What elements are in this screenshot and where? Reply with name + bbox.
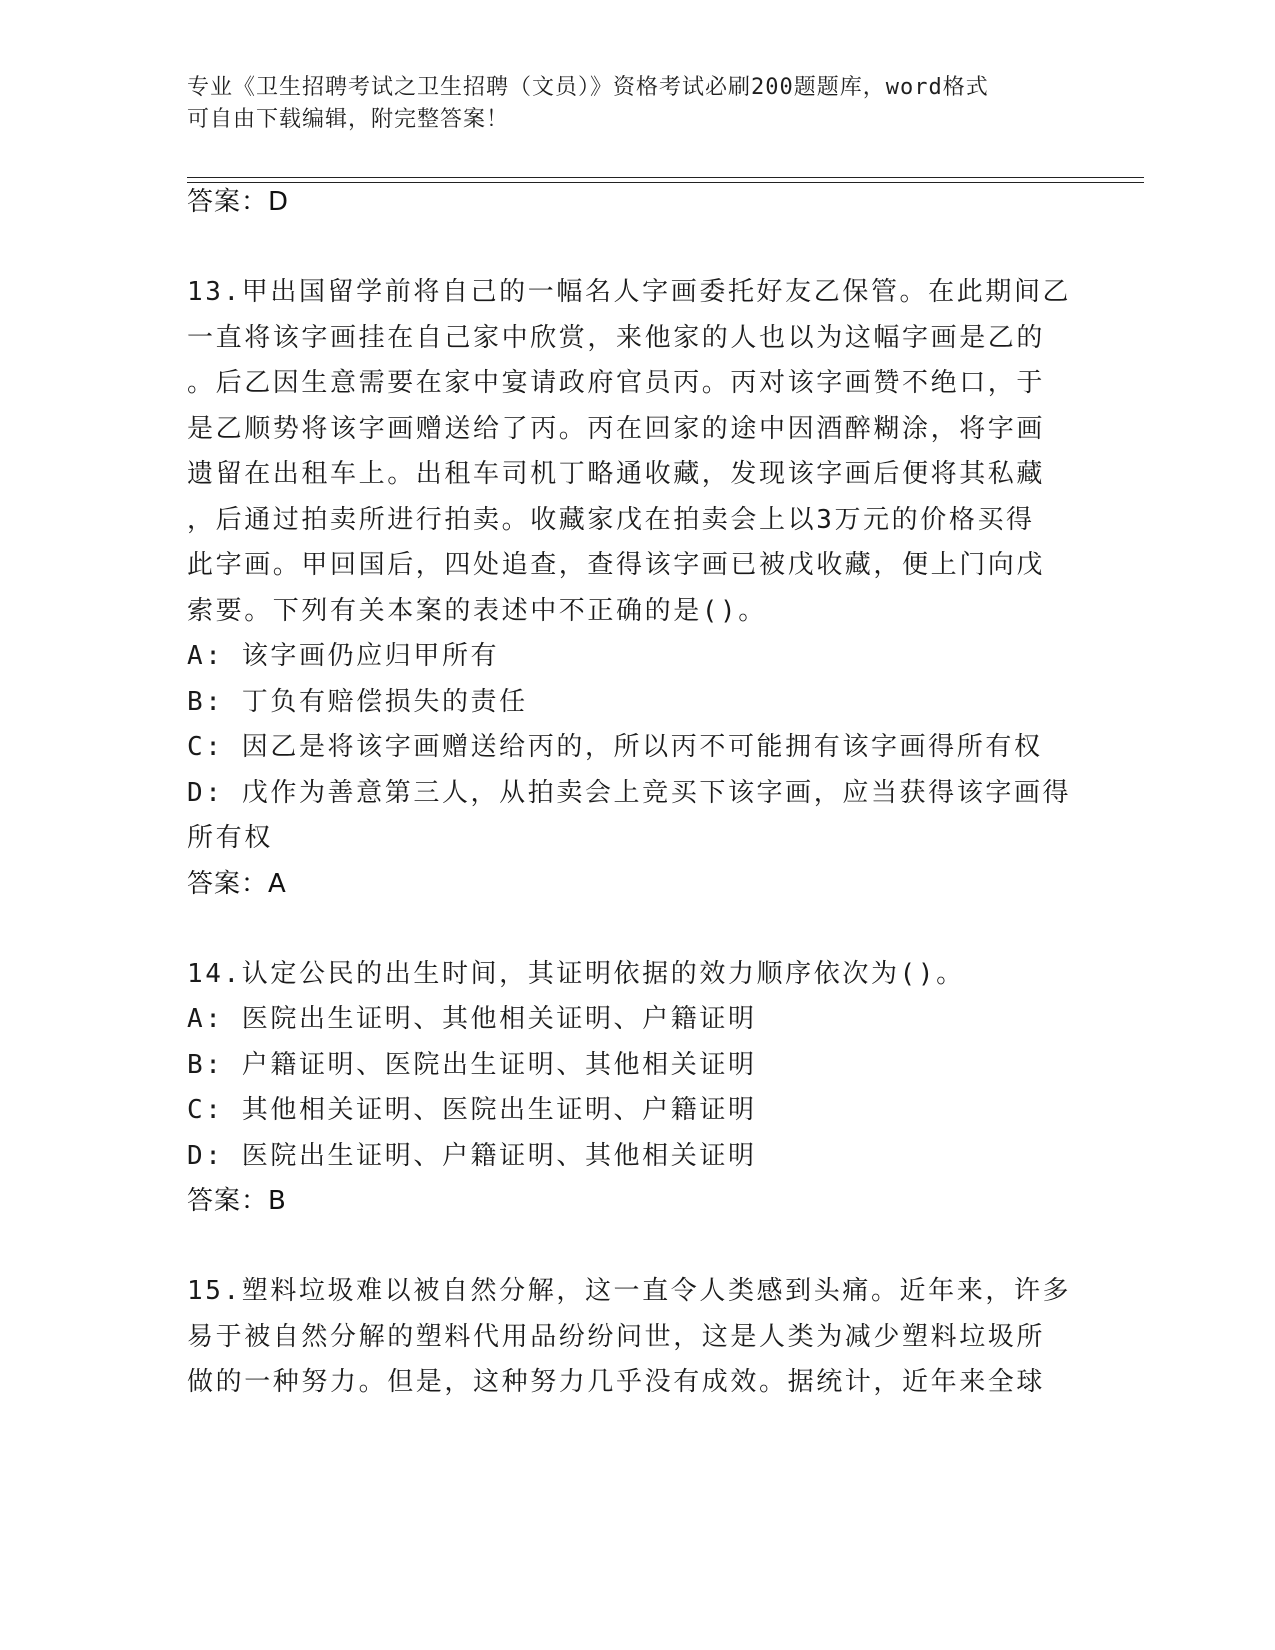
option-b: B: 户籍证明、医院出生证明、其他相关证明 (187, 1049, 757, 1080)
question-stem-line: 14.认定公民的出生时间，其证明依据的效力顺序依次为()。 (187, 958, 965, 989)
document-header (187, 72, 1087, 136)
spacer (187, 907, 1067, 952)
question-stem-line: 遗留在出租车上。出租车司机丁略通收藏，发现该字画后便将其私藏 (187, 459, 1046, 489)
question-stem-line: ，后通过拍卖所进行拍卖。收藏家戊在拍卖会上以3万元的价格买得 (187, 504, 1035, 535)
question-stem-line: 13.甲出国留学前将自己的一幅名人字画委托好友乙保管。在此期间乙 (187, 277, 1072, 307)
option-d-continued: 所有权 (187, 823, 273, 853)
question-stem-line: 是乙顺势将该字画赠送给了丙。丙在回家的途中因酒醉糊涂，将字画 (187, 413, 1046, 444)
question-stem-line: 易于被自然分解的塑料代用品纷纷问世，这是人类为减少塑料垃圾所 (187, 1321, 1046, 1352)
document-body (187, 180, 1072, 1406)
answer-14: 答案：B (187, 1186, 287, 1216)
option-c: C: 其他相关证明、医院出生证明、户籍证明 (187, 1095, 757, 1125)
question-stem-line: 此字画。甲回国后，四处追查，查得该字画已被戊收藏，便上门向戊 (187, 550, 1046, 580)
question-stem-line: 一直将该字画挂在自己家中欣赏，来他家的人也以为这幅字画是乙的 (187, 322, 1046, 353)
option-a: A: 医院出生证明、其他相关证明、户籍证明 (187, 1004, 757, 1034)
question-14 (187, 952, 1067, 1225)
previous-answer: 答案：D (187, 187, 290, 217)
question-stem-line: 15.塑料垃圾难以被自然分解，这一直令人类感到头痛。近年来，许多 (187, 1276, 1072, 1306)
question-stem-line: 做的一种努力。但是，这种努力几乎没有成效。据统计，近年来全球 (187, 1367, 1046, 1397)
question-stem-line: 索要。下列有关本案的表述中不正确的是()。 (187, 595, 767, 626)
header-line-1: 专业《卫生招聘考试之卫生招聘（文员）》资格考试必刷200题题库，word格式 (187, 75, 989, 100)
header-divider-top (187, 177, 1144, 178)
option-d: D: 医院出生证明、户籍证明、其他相关证明 (187, 1140, 757, 1171)
question-stem-line: 。后乙因生意需要在家中宴请政府官员丙。丙对该字画赞不绝口，于 (187, 368, 1046, 398)
option-d: D: 戊作为善意第三人，从拍卖会上竞买下该字画，应当获得该字画得 (187, 777, 1072, 808)
spacer (187, 1224, 1067, 1269)
option-a: A: 该字画仍应归甲所有 (187, 641, 500, 671)
question-13 (187, 270, 1072, 907)
option-b: B: 丁负有赔偿损失的责任 (187, 686, 528, 717)
option-c: C: 因乙是将该字画赠送给丙的，所以丙不可能拥有该字画得所有权 (187, 732, 1043, 762)
answer-13: 答案：A (187, 868, 287, 899)
header-line-2: 可自由下载编辑，附完整答案！ (187, 107, 510, 132)
question-15 (187, 1269, 1072, 1406)
spacer (187, 225, 1067, 270)
